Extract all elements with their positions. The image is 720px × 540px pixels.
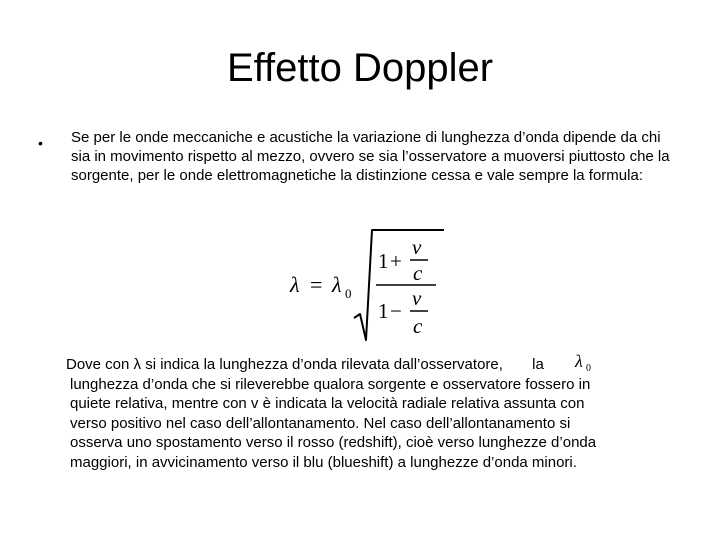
slide-title: Effetto Doppler [226,46,494,90]
numerator-plus: + [390,249,402,273]
explanation-line-2: lunghezza d’onda che si rileverebbe qualora sorgente e osservatore fossero in [70,375,591,393]
numerator-one: 1 [378,249,389,273]
formula-lhs-lambda: λ [290,272,300,297]
doppler-formula [286,226,446,344]
inline-lambda-subscript: 0 [585,363,591,372]
denominator-c: c [413,314,423,338]
denominator-v: v [412,286,422,310]
explanation-paragraph [66,352,656,472]
explanation-line-1 [66,352,656,375]
numerator-c: c [413,261,423,285]
inline-lambda: λ [574,352,583,371]
bullet-text: Se per le onde meccaniche e acustiche la variazione di lunghezza d’onda dipende da chi sia in movimento rispetto al mezzo, ovvero se sia l’osservatore a muoversi piuttosto che la sorgente, per le onde elettromagnetiche la distinzione cessa e vale sempre la formula: [71,129,670,184]
explanation-line-5: osserva uno spostamento verso il rosso (redshift), cioè verso lunghezze d’onda [70,434,597,451]
denominator-minus: − [390,299,402,323]
formula-lambda0: λ [332,272,342,297]
explanation-line-1-start: Dove con λ si indica la lunghezza d’onda rilevata dall’osservatore, [66,356,503,373]
explanation-line-3: quiete relativa, mentre con v è indicata la velocità radiale relativa assunta con [70,395,585,412]
formula-equals: = [310,272,323,297]
bullet-marker: • [38,135,43,151]
numerator-v: v [412,235,422,259]
inline-lambda0-symbol [574,352,598,372]
formula-lambda0-subscript: 0 [345,286,352,301]
explanation-line-4: verso positivo nel caso dell’allontanamento. Nel caso dell’allontanamento si [70,414,571,432]
explanation-line-6: maggiori, in avvicinamento verso il blu (blueshift) a lunghezze d’onda minori. [70,453,577,471]
denominator-one: 1 [378,299,389,323]
explanation-line-1-la: la [532,356,544,373]
